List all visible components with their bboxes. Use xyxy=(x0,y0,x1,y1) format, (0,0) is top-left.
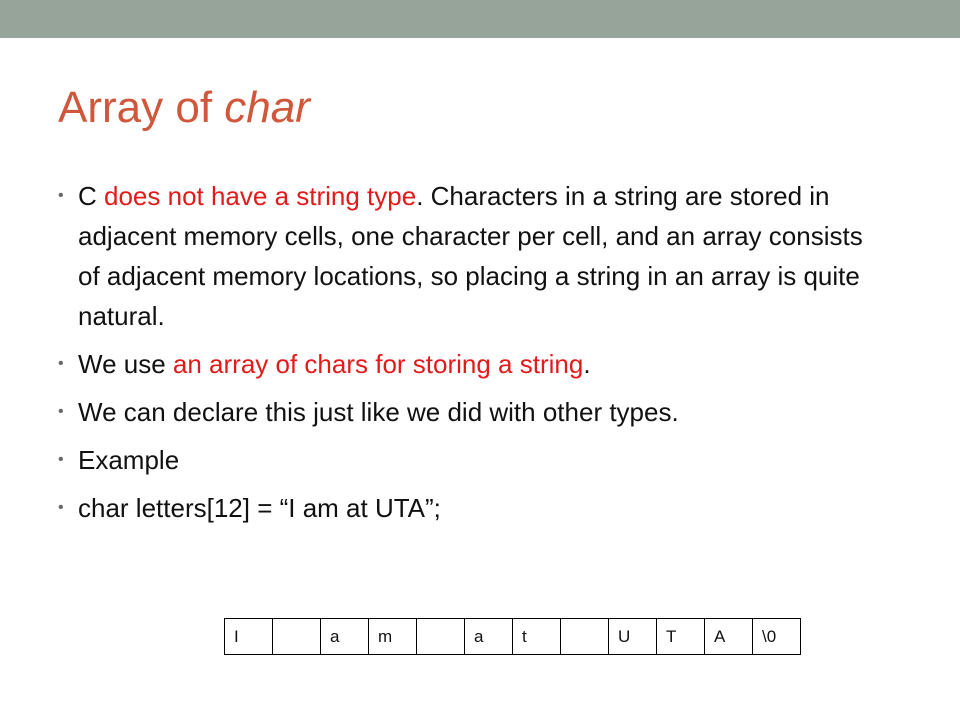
memory-cell: U xyxy=(609,619,657,655)
memory-cells-row xyxy=(225,619,801,655)
memory-cell xyxy=(417,619,465,655)
bullet-item xyxy=(58,176,878,336)
slide-title xyxy=(58,82,310,134)
memory-cells xyxy=(224,618,801,655)
memory-cell xyxy=(561,619,609,655)
bullet-text: We use xyxy=(78,349,173,379)
bullet-item xyxy=(58,344,878,384)
bullet-icon: • xyxy=(58,499,64,516)
bullet-text: We can declare this just like we did with other types. xyxy=(78,397,679,427)
memory-cell: T xyxy=(657,619,705,655)
bullet-icon: • xyxy=(58,451,64,468)
title-prefix: Array of xyxy=(58,83,225,132)
bullet-item xyxy=(58,440,878,480)
highlighted-text: does not have a string type xyxy=(104,181,417,211)
bullet-text: Example xyxy=(78,445,180,475)
memory-cell: I xyxy=(225,619,273,655)
memory-cell: a xyxy=(321,619,369,655)
memory-cell xyxy=(273,619,321,655)
top-bar xyxy=(0,0,960,38)
bullet-text: char letters[12] = “I am at UTA”; xyxy=(78,493,441,523)
title-emphasis: char xyxy=(224,83,310,132)
bullet-text: C xyxy=(78,181,104,211)
memory-cell: m xyxy=(369,619,417,655)
bullet-icon: • xyxy=(58,403,64,420)
memory-cell: t xyxy=(513,619,561,655)
bullet-text: . xyxy=(583,349,591,379)
bullet-icon: • xyxy=(58,355,64,372)
memory-cell: A xyxy=(705,619,753,655)
bullet-list xyxy=(58,176,878,536)
highlighted-text: an array of chars for storing a string xyxy=(172,349,584,379)
bullet-item xyxy=(58,488,878,528)
bullet-icon: • xyxy=(58,187,64,204)
memory-cell: a xyxy=(465,619,513,655)
memory-cell: \0 xyxy=(753,619,801,655)
bullet-text: . Characters in a string are stored in adjacent memory cells, one character per cell, and an array consists of adjacent memory locations, so placing a string in an array is quite natural. xyxy=(78,181,863,331)
bullet-item xyxy=(58,392,878,432)
